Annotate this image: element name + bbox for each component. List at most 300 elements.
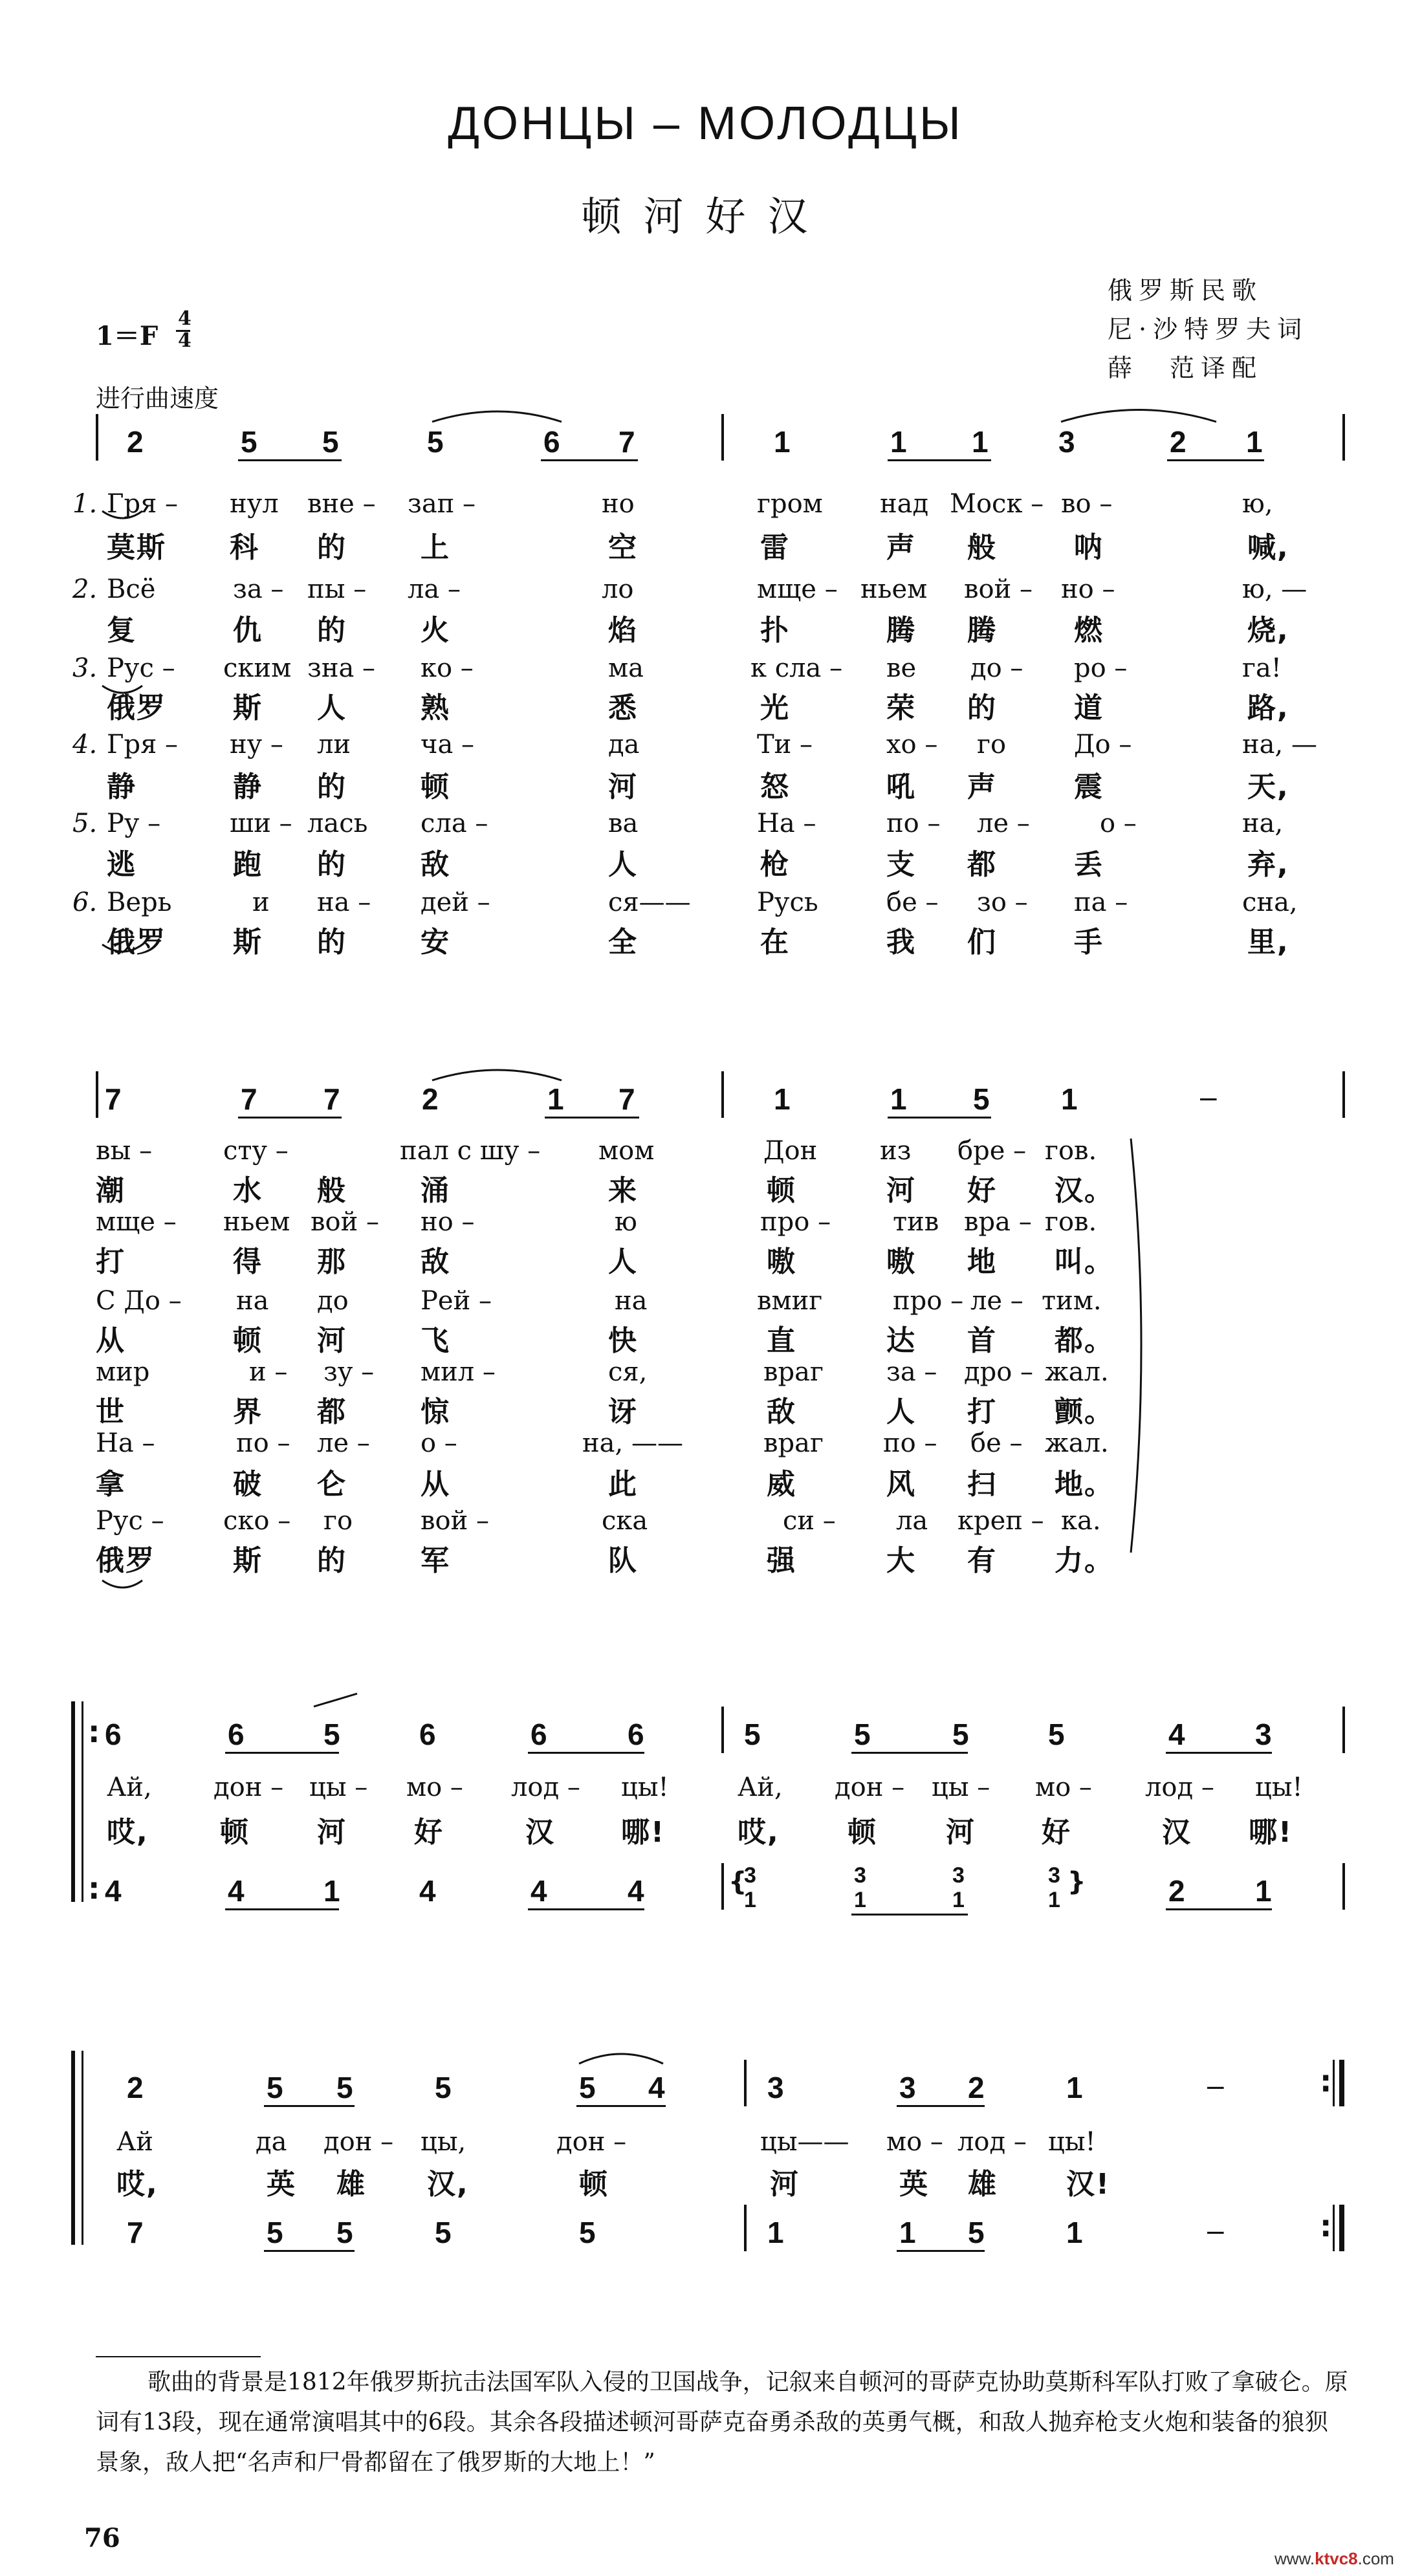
lyric-ru: хо – bbox=[886, 730, 938, 759]
lyric-ru: цы! bbox=[621, 1773, 669, 1802]
note: 5 bbox=[952, 1718, 969, 1751]
lyric-ru: бре – bbox=[957, 1136, 1027, 1166]
lyric-zh: 哪! bbox=[1249, 1816, 1293, 1849]
lyric-zh: 扑 bbox=[760, 614, 790, 647]
lyric-ru: Моск – bbox=[950, 489, 1044, 519]
lyric-ru: вой – bbox=[964, 574, 1033, 604]
note: 6 bbox=[543, 425, 560, 459]
lyric-ru: ю, bbox=[1242, 489, 1273, 519]
lyric-zh: 汉, bbox=[427, 2168, 469, 2201]
lyric-ru: и bbox=[252, 888, 270, 917]
lyric-zh: 快 bbox=[608, 1324, 638, 1357]
note-chord-top: 3 bbox=[854, 1863, 866, 1888]
note: 5 bbox=[241, 425, 257, 459]
lyric-ru: мом bbox=[598, 1136, 655, 1166]
lyric-ru: вне – bbox=[307, 489, 376, 519]
lyric-ru: го bbox=[977, 730, 1007, 759]
lyric-zh: 俄罗 bbox=[96, 1544, 155, 1577]
note: 6 bbox=[105, 1718, 122, 1751]
note: 4 bbox=[105, 1874, 122, 1908]
lyric-ru: Ай bbox=[116, 2127, 153, 2157]
lyric-zh: 道 bbox=[1074, 692, 1104, 725]
note-chord-bottom: 1 bbox=[854, 1888, 866, 1912]
lyric-ru: ма bbox=[608, 653, 644, 683]
stanza-number: 4. bbox=[72, 730, 98, 759]
footnote-rule bbox=[96, 2356, 261, 2357]
note: 7 bbox=[127, 2216, 144, 2249]
lyric-ru: Ти – bbox=[757, 730, 813, 759]
lyric-ru: и – bbox=[249, 1357, 288, 1387]
repeat-sign-end: : bbox=[1320, 2064, 1332, 2099]
note: 6 bbox=[419, 1718, 436, 1751]
lyric-ru: мще – bbox=[96, 1207, 177, 1237]
note: 6 bbox=[228, 1718, 245, 1751]
lyric-ru: цы! bbox=[1255, 1773, 1303, 1802]
lyric-zh: 嗷 bbox=[886, 1245, 916, 1278]
note: 1 bbox=[1061, 1082, 1078, 1116]
lyric-ru: о – bbox=[1100, 809, 1137, 838]
note-chord-top: 3 bbox=[1048, 1863, 1060, 1888]
lyric-zh: 敌 bbox=[767, 1395, 796, 1428]
lyric-zh: 腾 bbox=[886, 614, 916, 647]
lyric-zh: 从 bbox=[421, 1468, 450, 1501]
chord-bracket-close: } bbox=[1067, 1867, 1086, 1897]
lyric-zh: 拿 bbox=[96, 1468, 126, 1501]
lyric-zh: 界 bbox=[233, 1395, 263, 1428]
lyric-ru: на, —— bbox=[582, 1428, 683, 1458]
lyric-zh: 河 bbox=[770, 2168, 800, 2201]
lyric-ru: цы! bbox=[1048, 2127, 1096, 2157]
note: 5 bbox=[744, 1718, 761, 1751]
lyric-zh: 逃 bbox=[107, 848, 137, 881]
lyric-zh: 地。 bbox=[1055, 1468, 1114, 1501]
lyric-ru: враг bbox=[763, 1428, 824, 1458]
beam bbox=[528, 1752, 644, 1754]
lyric-zh: 都。 bbox=[1055, 1324, 1114, 1357]
lyric-ru: зап – bbox=[408, 489, 476, 519]
key-signature: 1＝F bbox=[96, 321, 159, 351]
lyric-zh: 首 bbox=[967, 1324, 997, 1357]
beam bbox=[528, 1908, 644, 1910]
lyric-zh: 打 bbox=[96, 1245, 126, 1278]
lyric-ru: Дон bbox=[763, 1136, 818, 1166]
note: 1 bbox=[890, 425, 907, 459]
lyric-zh: 般 bbox=[967, 531, 997, 564]
lyric-zh: 的 bbox=[317, 1544, 347, 1577]
lyric-zh: 莫斯 bbox=[107, 531, 166, 564]
lyric-ru: на – bbox=[317, 888, 371, 917]
lyric-ru: Ру – bbox=[107, 809, 161, 838]
lyric-zh: 好 bbox=[967, 1174, 997, 1207]
lyric-ru: ла – bbox=[408, 574, 461, 604]
lyric-zh: 斯 bbox=[233, 692, 263, 725]
lyric-zh: 那 bbox=[317, 1245, 347, 1278]
note: 4 bbox=[228, 1874, 245, 1908]
lyric-ru: ко – bbox=[421, 653, 474, 683]
lyric-ru: цы – bbox=[309, 1773, 368, 1802]
lyric-zh: 腾 bbox=[967, 614, 997, 647]
lyric-zh: 嗷 bbox=[767, 1245, 796, 1278]
lyric-zh: 汉! bbox=[1066, 2168, 1111, 2201]
page-number: 76 bbox=[84, 2523, 120, 2553]
lyric-zh: 熟 bbox=[421, 692, 450, 725]
note: 1 bbox=[972, 425, 989, 459]
beam bbox=[851, 1914, 968, 1916]
note: 5 bbox=[322, 425, 339, 459]
lyric-zh: 俄罗 bbox=[107, 692, 166, 725]
lyric-ru: да bbox=[256, 2127, 287, 2157]
note: 2 bbox=[968, 2071, 985, 2104]
lyric-ru: гром bbox=[757, 489, 823, 519]
lyric-ru: на bbox=[236, 1286, 269, 1316]
note: 2 bbox=[127, 425, 144, 459]
lyric-zh: 大 bbox=[886, 1544, 916, 1577]
note: 4 bbox=[628, 1874, 644, 1908]
lyric-ru: по – bbox=[236, 1428, 290, 1458]
lyric-zh: 天, bbox=[1247, 770, 1289, 803]
lyric-zh: 的 bbox=[317, 926, 347, 959]
lyric-zh: 焰 bbox=[608, 614, 638, 647]
lyric-ru: цы, bbox=[421, 2127, 466, 2157]
lyric-zh: 惊 bbox=[421, 1395, 450, 1428]
lyric-zh: 都 bbox=[317, 1395, 347, 1428]
barline bbox=[1342, 1863, 1345, 1910]
lyric-ru: лод – bbox=[957, 2127, 1027, 2157]
lyric-zh: 顿 bbox=[579, 2168, 609, 2201]
lyric-ru: вра – bbox=[964, 1207, 1032, 1237]
lyric-ru: дон – bbox=[323, 2127, 394, 2157]
lyric-ru: до bbox=[317, 1286, 349, 1316]
lyric-zh: 荣 bbox=[886, 692, 916, 725]
note-chord-bottom: 1 bbox=[744, 1888, 756, 1912]
lyric-ru: до – bbox=[970, 653, 1023, 683]
lyric-ru: га! bbox=[1242, 653, 1282, 683]
lyric-ru: по – bbox=[883, 1428, 937, 1458]
lyric-zh: 得 bbox=[233, 1245, 263, 1278]
lyric-zh: 俄罗 bbox=[107, 926, 166, 959]
lyric-zh: 打 bbox=[967, 1395, 997, 1428]
lyric-ru: ло bbox=[602, 574, 634, 604]
lyric-zh: 哎, bbox=[107, 1816, 149, 1849]
lyric-ru: мо – bbox=[1035, 1773, 1092, 1802]
lyric-zh: 喊, bbox=[1247, 531, 1289, 564]
beam bbox=[225, 1908, 339, 1910]
lyric-zh: 空 bbox=[608, 531, 638, 564]
lyric-ru: мо – bbox=[886, 2127, 943, 2157]
lyric-zh: 里, bbox=[1247, 926, 1289, 959]
lyric-zh: 静 bbox=[233, 770, 263, 803]
lyric-zh: 直 bbox=[767, 1324, 796, 1357]
lyric-ru: во – bbox=[1061, 489, 1113, 519]
lyric-zh: 全 bbox=[608, 926, 638, 959]
barline bbox=[744, 2205, 747, 2251]
note: 4 bbox=[648, 2071, 665, 2104]
lyric-zh: 般 bbox=[317, 1174, 347, 1207]
note: 1 bbox=[1066, 2071, 1083, 2104]
beam bbox=[225, 1752, 339, 1754]
lyric-ru: жал. bbox=[1045, 1357, 1109, 1387]
lyric-zh: 弃, bbox=[1247, 848, 1289, 881]
note: 7 bbox=[105, 1082, 122, 1116]
lyric-zh: 的 bbox=[317, 614, 347, 647]
lyric-zh: 颤。 bbox=[1055, 1395, 1114, 1428]
note: 5 bbox=[435, 2216, 452, 2249]
lyric-ru: Рей – bbox=[421, 1286, 492, 1316]
time-signature-bottom: 4 bbox=[178, 329, 191, 352]
lyric-zh: 哎, bbox=[116, 2168, 159, 2201]
lyric-zh: 强 bbox=[767, 1544, 796, 1577]
lyric-ru: мир bbox=[96, 1357, 150, 1387]
lyric-zh: 威 bbox=[767, 1468, 796, 1501]
lyric-zh: 叫。 bbox=[1055, 1245, 1114, 1278]
lyric-zh: 丢 bbox=[1074, 848, 1104, 881]
lyric-ru: на, — bbox=[1242, 730, 1317, 759]
lyric-zh: 的 bbox=[967, 692, 997, 725]
lyric-zh: 斯 bbox=[233, 926, 263, 959]
lyric-zh: 来 bbox=[608, 1174, 638, 1207]
lyric-zh: 雄 bbox=[968, 2168, 998, 2201]
footnote: 歌曲的背景是1812年俄罗斯抗击法国军队入侵的卫国战争，记叙来自顿河的哥萨克协助莫斯科军队打败了拿破仑。原词有13段，现在通常演唱其中的6段。其余各段描述顿河哥萨克奋勇杀敌的英勇气概，和敌人抛弃枪支火炮和装备的狼狈景象，敌人把“名声和尸骨都留在了俄罗斯的大地上！” bbox=[96, 2369, 1348, 2476]
lyric-ru: на bbox=[615, 1286, 648, 1316]
lyric-zh: 烧, bbox=[1247, 614, 1289, 647]
lyric-zh: 我 bbox=[886, 926, 916, 959]
note-chord-bottom: 1 bbox=[952, 1888, 965, 1912]
lyric-ru: ю, — bbox=[1242, 574, 1307, 604]
note: 5 bbox=[973, 1082, 990, 1116]
system-bracket bbox=[71, 1701, 75, 1902]
lyric-zh: 枪 bbox=[760, 848, 790, 881]
tempo-marking: 进行曲速度 bbox=[96, 384, 219, 413]
lyric-zh: 汉。 bbox=[1055, 1174, 1114, 1207]
lyric-zh: 顿 bbox=[233, 1324, 263, 1357]
note: 1 bbox=[774, 425, 791, 459]
lyric-zh: 哪! bbox=[621, 1816, 666, 1849]
stanza-number: 2. bbox=[72, 574, 98, 604]
lyric-ru: ньем bbox=[860, 574, 928, 604]
lyric-ru: бе – bbox=[886, 888, 939, 917]
lyric-zh: 静 bbox=[107, 770, 137, 803]
lyric-ru: ся, bbox=[608, 1357, 648, 1387]
lyric-zh: 顿 bbox=[848, 1816, 877, 1849]
lyric-ru: про – bbox=[760, 1207, 831, 1237]
lyric-ru: ши – bbox=[230, 809, 292, 838]
note: 4 bbox=[530, 1874, 547, 1908]
lyric-ru: но – bbox=[1061, 574, 1115, 604]
lyric-ru: за – bbox=[886, 1357, 937, 1387]
lyric-ru: из bbox=[880, 1136, 912, 1166]
lyric-ru: на, bbox=[1242, 809, 1284, 838]
lyric-zh: 仑 bbox=[317, 1468, 347, 1501]
lyric-zh: 吼 bbox=[886, 770, 916, 803]
lyric-ru: ю bbox=[615, 1207, 637, 1237]
note: 3 bbox=[1058, 425, 1075, 459]
lyric-ru: гов. bbox=[1045, 1136, 1097, 1166]
song-subtitle: 顿河好汉 bbox=[581, 193, 830, 240]
lyric-zh: 怒 bbox=[760, 770, 790, 803]
stanza-number: 1. bbox=[72, 489, 98, 519]
note: 5 bbox=[267, 2216, 283, 2249]
note: 5 bbox=[579, 2216, 596, 2249]
beam bbox=[897, 2105, 985, 2107]
lyric-ru: дон – bbox=[213, 1773, 284, 1802]
lyric-ru: тив bbox=[893, 1207, 939, 1237]
lyric-zh: 涌 bbox=[421, 1174, 450, 1207]
barline-thick bbox=[1339, 2205, 1344, 2251]
note: 5 bbox=[267, 2071, 283, 2104]
lyric-ru: ро – bbox=[1074, 653, 1128, 683]
note: 1 bbox=[767, 2216, 784, 2249]
lyric-ru: дон – bbox=[835, 1773, 905, 1802]
lyric-ru: вой – bbox=[421, 1506, 489, 1536]
barline-thin bbox=[1333, 2205, 1335, 2251]
note: 1 bbox=[1246, 425, 1263, 459]
note: 1 bbox=[890, 1082, 907, 1116]
lyric-zh: 破 bbox=[233, 1468, 263, 1501]
note: 5 bbox=[336, 2071, 353, 2104]
note: 2 bbox=[422, 1082, 439, 1116]
note: 4 bbox=[1168, 1718, 1185, 1751]
lyric-ru: цы – bbox=[932, 1773, 990, 1802]
lyric-ru: лод – bbox=[1145, 1773, 1214, 1802]
lyric-ru: сту – bbox=[223, 1136, 289, 1166]
note: 6 bbox=[530, 1718, 547, 1751]
lyric-zh: 有 bbox=[967, 1544, 997, 1577]
lyric-zh: 悉 bbox=[608, 692, 638, 725]
lyric-zh: 讶 bbox=[608, 1395, 638, 1428]
lyric-zh: 潮 bbox=[96, 1174, 126, 1207]
lyric-ru: ва bbox=[608, 809, 639, 838]
note: 7 bbox=[618, 1082, 635, 1116]
beam bbox=[264, 2105, 355, 2107]
lyric-ru: Ай, bbox=[738, 1773, 783, 1802]
note: 3 bbox=[767, 2071, 784, 2104]
system-bracket-line bbox=[82, 2051, 83, 2245]
lyric-zh: 水 bbox=[233, 1174, 263, 1207]
lyric-zh: 顿 bbox=[767, 1174, 796, 1207]
lyric-zh: 震 bbox=[1074, 770, 1104, 803]
lyric-zh: 英 bbox=[267, 2168, 296, 2201]
lyric-ru: го bbox=[323, 1506, 353, 1536]
lyric-ru: На – bbox=[757, 809, 816, 838]
lyric-ru: бе – bbox=[970, 1428, 1023, 1458]
lyric-ru: ска bbox=[602, 1506, 648, 1536]
lyric-zh: 扫 bbox=[967, 1468, 997, 1501]
lyric-zh: 仇 bbox=[233, 614, 263, 647]
lyric-ru: по – bbox=[886, 809, 941, 838]
lyric-ru: о – bbox=[421, 1428, 457, 1458]
beam bbox=[264, 2250, 355, 2252]
note: 5 bbox=[579, 2071, 596, 2104]
lyric-ru: дей – bbox=[421, 888, 490, 917]
lyric-zh: 力。 bbox=[1055, 1544, 1114, 1577]
lyric-ru: На – bbox=[96, 1428, 155, 1458]
lyric-zh: 雷 bbox=[760, 531, 790, 564]
repeat-sign-end: : bbox=[1320, 2209, 1332, 2243]
lyric-zh: 队 bbox=[608, 1544, 638, 1577]
barline-thick bbox=[1339, 2060, 1344, 2106]
lyric-zh: 河 bbox=[886, 1174, 916, 1207]
lyric-ru: ле – bbox=[977, 809, 1030, 838]
note-chord-top: 3 bbox=[744, 1863, 756, 1888]
lyric-zh: 敌 bbox=[421, 848, 450, 881]
lyric-zh: 光 bbox=[760, 692, 790, 725]
stanza-number: 5. bbox=[72, 809, 98, 838]
lyric-ru: зу – bbox=[323, 1357, 375, 1387]
lyric-zh: 敌 bbox=[421, 1245, 450, 1278]
lyric-ru: креп – bbox=[957, 1506, 1044, 1536]
note-chord-bottom: 1 bbox=[1048, 1888, 1060, 1912]
lyric-zh: 好 bbox=[414, 1816, 444, 1849]
lyric-ru: дро – bbox=[964, 1357, 1034, 1387]
lyric-zh: 安 bbox=[421, 926, 450, 959]
note: 2 bbox=[1170, 425, 1187, 459]
hold-dash: – bbox=[1207, 2213, 1224, 2247]
lyric-zh: 上 bbox=[421, 531, 450, 564]
lyric-zh: 路, bbox=[1247, 692, 1289, 725]
lyric-zh: 风 bbox=[886, 1468, 916, 1501]
lyric-zh: 世 bbox=[96, 1395, 126, 1428]
lyric-ru: Гря – bbox=[107, 489, 179, 519]
lyric-ru: враг bbox=[763, 1357, 824, 1387]
lyric-ru: ча – bbox=[421, 730, 475, 759]
lyric-ru: про – bbox=[893, 1286, 964, 1316]
lyric-ru: Рус – bbox=[107, 653, 175, 683]
lyric-ru: До – bbox=[1074, 730, 1132, 759]
lyric-zh: 都 bbox=[967, 848, 997, 881]
lyric-zh: 科 bbox=[230, 531, 259, 564]
lyric-ru: мще – bbox=[757, 574, 838, 604]
lyric-zh: 手 bbox=[1074, 926, 1104, 959]
lyric-zh: 人 bbox=[886, 1395, 916, 1428]
lyric-zh: 的 bbox=[317, 770, 347, 803]
beam bbox=[897, 2250, 985, 2252]
note: 1 bbox=[1066, 2216, 1083, 2249]
lyric-ru: Гря – bbox=[107, 730, 179, 759]
time-signature-top: 4 bbox=[178, 307, 191, 330]
lyric-zh: 此 bbox=[608, 1468, 638, 1501]
lyric-ru: Всё bbox=[107, 574, 156, 604]
note: 1 bbox=[899, 2216, 916, 2249]
lyric-zh: 火 bbox=[421, 614, 450, 647]
lyric-ru: за – bbox=[233, 574, 284, 604]
lyric-ru: зна – bbox=[307, 653, 376, 683]
note: 3 bbox=[899, 2071, 916, 2104]
credit-translator: 薛 范译配 bbox=[1108, 354, 1263, 382]
lyric-ru: ским bbox=[223, 653, 292, 683]
lyric-ru: нул bbox=[230, 489, 279, 519]
lyric-ru: зо – bbox=[977, 888, 1028, 917]
lyric-ru: Русь bbox=[757, 888, 818, 917]
lyric-zh: 哎, bbox=[738, 1816, 780, 1849]
note: 5 bbox=[1048, 1718, 1065, 1751]
song-title: ДОНЦЫ – МОЛОДЦЫ bbox=[448, 98, 963, 149]
stanza-number: 3. bbox=[72, 653, 98, 683]
lyric-zh: 顿 bbox=[220, 1816, 250, 1849]
lyric-zh: 从 bbox=[96, 1324, 126, 1357]
note: 5 bbox=[427, 425, 444, 459]
lyric-ru: ве bbox=[886, 653, 917, 683]
lyric-zh: 声 bbox=[886, 531, 916, 564]
hold-dash: – bbox=[1200, 1080, 1217, 1113]
note: 5 bbox=[336, 2216, 353, 2249]
note: 6 bbox=[628, 1718, 644, 1751]
lyric-zh: 人 bbox=[608, 1245, 638, 1278]
lyric-zh: 人 bbox=[317, 692, 347, 725]
repeat-sign-bottom: : bbox=[88, 1871, 100, 1906]
lyric-zh: 的 bbox=[317, 531, 347, 564]
note: 2 bbox=[1168, 1874, 1185, 1908]
lyric-zh: 的 bbox=[317, 848, 347, 881]
